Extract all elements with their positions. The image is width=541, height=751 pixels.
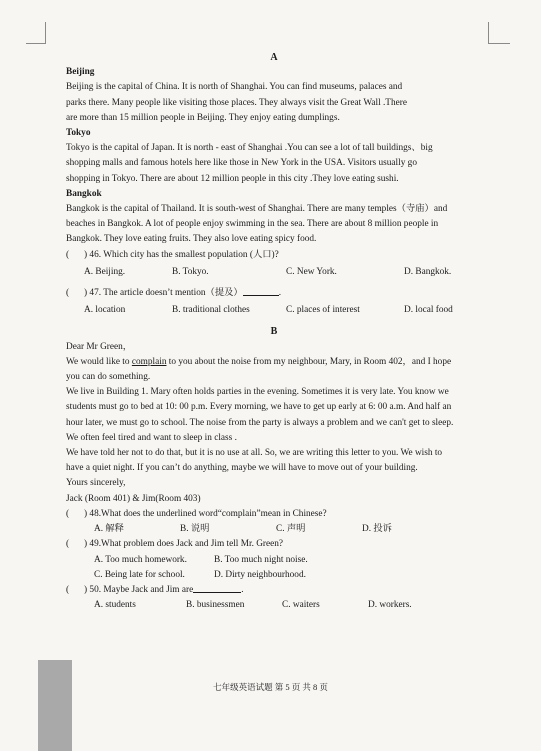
letter-paragraph-1 [66,355,482,370]
question-47-options [66,303,482,318]
letter-p2-line-2: students must go to bed at 10: 00 p.m. Every morning, we have to get up early at 6: 00 a.m. And half an [66,402,452,413]
section-b-label: B [270,326,278,338]
letter-p2-line-3: hour later, we must go to school. The noise from the party is always a problem and we can't get to sleep. [66,417,454,428]
answer-paren[interactable]: ( [66,288,70,299]
question-48-text: ) 48.What does the underlined word“complain”mean in Chinese? [84,508,327,519]
option-a[interactable]: A. location [84,305,126,316]
answer-blank[interactable] [243,286,279,296]
answer-blank[interactable] [193,583,241,593]
letter-p2-line-1: We live in Building 1. Mary often holds parties in the evening. Sometimes it is very late. You know we [66,387,449,398]
option-b[interactable]: B. businessmen [186,600,245,611]
p1-text-after: to you about the noise from my neighbour, Mary, in Room 402，and I hope [166,356,452,367]
option-c[interactable]: C. waiters [282,600,320,611]
p1-text-before: We would like to [66,356,132,367]
option-a[interactable]: A. students [94,600,136,611]
tokyo-heading: Tokyo [66,128,91,139]
binding-gutter-strip [38,660,72,751]
tokyo-line-2: shopping malls and famous hotels here like those in New York in the USA. Visitors usually go [66,158,417,169]
letter-p3-line-1: We have told her not to do that, but it is no use at all. So, we are writing this letter to you. We wish to [66,448,443,459]
bangkok-line-2: beaches in Bangkok. A lot of people enjoy swimming in the sea. There are about 8 million people in [66,219,439,230]
beijing-line-3: are more than 15 million people in Beijing. They enjoy eating dumplings. [66,112,340,123]
option-c[interactable]: C. New York. [286,266,337,277]
crop-mark-top-left-vertical [45,22,46,44]
option-b[interactable]: B. Tokyo. [172,266,209,277]
tokyo-line-1: Tokyo is the capital of Japan. It is north - east of Shanghai .You can see a lot of tall buildings、big [66,143,433,154]
question-50-end: . [241,584,244,595]
option-d[interactable]: D. Dirty neighbourhood. [214,569,306,580]
crop-mark-top-right-vertical [488,22,489,44]
question-48 [66,507,482,522]
question-49-options-row-2 [66,568,482,583]
option-d[interactable]: D. Bangkok. [404,266,452,277]
letter-salutation: Dear Mr Green， [66,341,133,352]
option-a[interactable]: A. Beijing. [84,266,126,277]
option-c[interactable]: C. places of interest [286,305,360,316]
question-49-options-row-1 [66,553,482,568]
question-46 [66,248,482,263]
question-50-options [66,598,482,613]
option-b[interactable]: B. 说明 [180,524,210,535]
question-47-text: ) 47. The article doesn’t mention（提及） [84,288,243,299]
question-47-end: . [278,288,282,299]
option-a[interactable]: A. Too much homework. [94,554,187,565]
question-46-text: ) 46. Which city has the smallest population (人口)? [84,249,279,260]
page-footer: 七年级英语试题 第 5 页 共 8 页 [213,682,328,692]
question-47 [66,286,482,301]
answer-paren[interactable]: ( [66,584,70,595]
option-d[interactable]: D. 投诉 [362,524,392,535]
question-49 [66,537,482,552]
option-b[interactable]: B. Too much night noise. [214,554,308,565]
beijing-line-2: parks there. Many people like visiting those places. They always visit the Great Wall .There [66,97,407,108]
letter-p2-line-4: We often feel tired and want to sleep in class . [66,432,237,443]
answer-paren[interactable]: ( [66,508,70,519]
underlined-word-complain: complain [131,356,167,367]
letter-p3-line-2: have a quiet night. If you can’t do anything, maybe we will have to move out of your building. [66,463,418,474]
option-b[interactable]: B. traditional clothes [172,305,250,316]
beijing-line-1: Beijing is the capital of China. It is north of Shanghai. You can find museums, palaces and [66,82,403,93]
letter-signature: Jack (Room 401) & Jim(Room 403) [66,493,201,504]
tokyo-line-3: shopping in Tokyo. There are about 12 million people in this city .They love eating sushi. [66,173,399,184]
option-d[interactable]: D. local food [404,305,453,316]
option-c[interactable]: C. Being late for school. [94,569,185,580]
option-a[interactable]: A. 解释 [94,524,124,535]
question-49-text: ) 49.What problem does Jack and Jim tell Mr. Green? [84,539,284,550]
crop-mark-top-left-horizontal [26,43,46,44]
answer-paren[interactable]: ( [66,539,70,550]
letter-paragraph-1-line-2: you can do something. [66,372,151,383]
question-50 [66,583,482,598]
question-46-options [66,265,482,280]
question-50-text: ) 50. Maybe Jack and Jim are [84,584,194,595]
question-48-options [66,522,482,537]
bangkok-line-3: Bangkok. They love eating fruits. They also love eating spicy food. [66,234,317,245]
bangkok-heading: Bangkok [66,188,102,199]
option-c[interactable]: C. 声明 [276,524,306,535]
exam-page [66,50,482,613]
answer-paren[interactable]: ( [66,249,70,260]
beijing-heading: Beijing [66,67,95,78]
bangkok-line-1: Bangkok is the capital of Thailand. It is south-west of Shanghai. There are many temples（寺庙）and [66,204,448,215]
crop-mark-top-right-horizontal [488,43,510,44]
letter-closing: Yours sincerely, [66,478,126,489]
section-a-label: A [270,52,278,63]
option-d[interactable]: D. workers. [368,600,412,611]
